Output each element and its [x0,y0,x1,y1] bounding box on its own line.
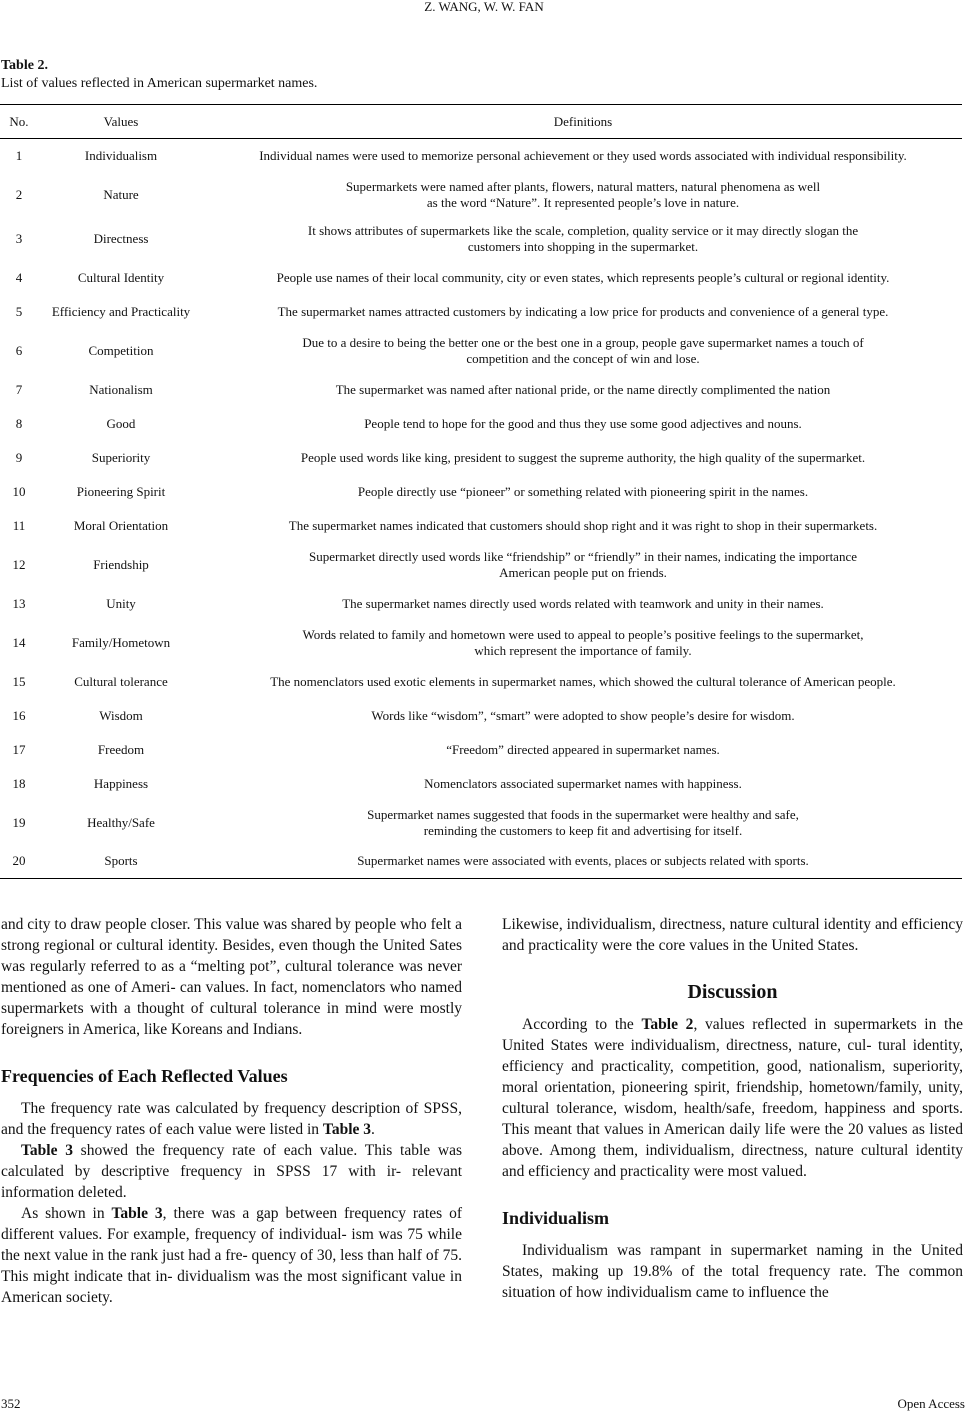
text-run: , values reflected in supermarkets in the United States were individualism, directness, nature, cul- tural identity, efficiency and practicality, competition, good, nationalism, superiority, moral orientation, pioneering spirit, friendship, hometown/family, unity, cultural tolerance, wisdom, health/safe, freedom, happiness and sports. This meant that values in American daily life were the 20 values as listed above. Among them, individualism, directness, nature cultural identity and efficiency and practicality were most valued. [502,1016,963,1180]
row-value: Individualism [84,147,158,163]
row-no: 1 [15,147,23,163]
text-run: showed the frequency rate of each value. This table was calculated by descriptive frequency in SPSS 17 with ir- relevant information deleted. [1,1142,462,1201]
table-row [0,801,962,845]
body-paragraph: Likewise, individualism, directness, nature cultural identity and efficiency and practicality were the core values in the United States. [502,916,963,954]
row-value: Healthy/Safe [87,814,155,830]
row-value: Good [106,415,136,431]
table-row [0,217,962,261]
table-row [0,173,962,217]
body-paragraph [1,1098,462,1140]
row-definition: Words related to family and hometown were used to appeal to people’s positive feelings to the supermarket, which represent the importance of family. [302,626,864,658]
row-definition: Due to a desire to being the better one or the best one in a group, people gave supermarket names a touch of competition and the concept of win and lose. [302,334,864,366]
row-no: 20 [12,853,26,869]
row-no: 17 [12,741,26,757]
row-definition: Supermarket names were associated with events, places or subjects related with sports. [357,853,809,869]
row-no: 3 [15,230,23,246]
row-no: 5 [15,303,23,319]
row-no: 16 [12,707,26,723]
row-no: 11 [12,517,26,533]
row-no: 13 [12,595,26,611]
text-run: , there was a gap between frequency rates of different values. For example, frequency of individual- ism was 75 while the next value in the rank just had a fre- quency of 30, less than half of 75. This might indicate that in- dividualism was the most significant value in American society. [1,1205,462,1306]
row-no: 15 [12,673,26,689]
table-row [0,407,962,441]
row-definition: People directly use “pioneer” or something related with pioneering spirit in the names. [357,483,809,499]
row-definition: Individual names were used to memorize personal achievement or they used words associated with individual responsibility. [259,147,907,163]
body-paragraph: and city to draw people closer. This value was shared by people who felt a strong regional or cultural identity. Besides, even though the United Sates was regularly referred to as a “melting pot”, cultural tolerance was never mentioned as one of Ameri- can values. In fact, nomenclators who named supermarkets with a thought of cultural tolerance in mind were mostly foreigners in America, like Koreans and Indians. [1,916,462,1038]
row-no: 10 [12,483,26,499]
text-run: The frequency rate was calculated by frequency description of SPSS, and the frequency rates of each value were listed in [1,1100,462,1138]
table-ref: Table 3 [21,1142,73,1159]
header-values: Values [103,113,139,129]
row-no: 19 [12,814,26,830]
row-no: 4 [15,269,23,285]
row-definition: People used words like king, president to suggest the supreme authority, the high quality of the supermarket. [300,449,866,465]
table-row [0,139,962,173]
section-heading-individualism: Individualism [502,1208,610,1228]
row-definition: The supermarket names attracted customers by indicating a low price for products and convenience of a general type. [277,303,889,319]
table-row [0,373,962,407]
row-definition: Words like “wisdom”, “smart” were adopted to show people’s desire for wisdom. [371,707,795,723]
row-value: Cultural tolerance [74,673,168,689]
table-ref: Table 2 [641,1016,694,1033]
table-row [0,845,962,879]
table-row [0,733,962,767]
body-paragraph: Individualism was rampant in supermarket naming in the United States, making up 19.8% of the total frequency rate. The common situation of how individualism came to influence the [502,1242,963,1301]
row-value: Cultural Identity [77,269,165,285]
row-definition: The supermarket was named after national pride, or the name directly complimented the nation [335,381,831,397]
table-title: List of values reflected in American supermarket names. [1,76,318,91]
table-ref: Table 3 [322,1121,372,1138]
row-value: Unity [106,595,136,611]
body-paragraph [1,1203,462,1308]
text-run: According to the [522,1016,642,1033]
row-no: 18 [12,775,26,791]
header-definitions: Definitions [553,113,613,129]
table-ref: Table 3 [111,1205,163,1222]
row-value: Sports [104,853,138,869]
body-paragraph [502,1014,963,1182]
row-value: Superiority [91,449,151,465]
header-no: No. [9,113,29,129]
table-row [0,295,962,329]
table-row [0,665,962,699]
row-definition: It shows attributes of supermarkets like the scale, completion, quality service or it may directly slogan the customers into shopping in the supermarket. [307,222,859,254]
journal-footer: Open Access [897,1396,965,1411]
row-definition: “Freedom” directed appeared in supermarket names. [446,741,720,757]
row-definition: The supermarket names indicated that customers should shop right and it was right to shop in their supermarkets. [288,517,878,533]
row-definition: The supermarket names directly used words related with teamwork and unity in their names. [342,595,824,611]
body-paragraph [1,1140,462,1203]
table-label: Table 2. [1,58,48,73]
row-value: Wisdom [99,707,143,723]
text-run: . [371,1121,375,1138]
row-no: 9 [15,449,23,465]
row-value: Nature [103,186,139,202]
row-definition: People use names of their local community, city or even states, which represents people’s cultural or regional identity. [276,269,890,285]
row-value: Nationalism [89,381,153,397]
row-no: 8 [15,415,23,431]
table-row [0,587,962,621]
table-header-row [0,105,962,139]
row-no: 12 [12,556,26,572]
running-head: Z. WANG, W. W. FAN [424,0,544,14]
row-value: Competition [88,342,154,358]
values-table [0,104,962,879]
row-no: 14 [12,634,26,650]
row-value: Friendship [93,556,149,572]
page-number: 352 [1,1396,21,1411]
row-definition: Supermarkets were named after plants, flowers, natural matters, natural phenomena as well as the word “Nature”. It represented people’s love in nature. [345,178,821,210]
row-no: 6 [15,342,23,358]
right-column [502,914,963,1303]
table-row [0,329,962,373]
section-heading-frequencies: Frequencies of Each Reflected Values [1,1066,288,1086]
row-definition: Supermarket names suggested that foods in the supermarket were healthy and safe, reminding the customers to keep fit and advertising for itself. [367,806,799,838]
table-row [0,699,962,733]
row-value: Moral Orientation [73,517,169,533]
row-value: Freedom [97,741,145,757]
row-no: 2 [15,186,23,202]
row-definition: People tend to hope for the good and thus they use some good adjectives and nouns. [364,415,802,431]
table-row [0,621,962,665]
table-row [0,543,962,587]
row-definition: Nomenclators associated supermarket names with happiness. [424,775,742,791]
table-row [0,767,962,801]
table-row [0,261,962,295]
row-no: 7 [15,381,23,397]
row-value: Pioneering Spirit [76,483,166,499]
left-column [1,914,462,1308]
text-run: As shown in [21,1205,112,1222]
table-row [0,509,962,543]
row-value: Happiness [93,775,149,791]
table-row [0,441,962,475]
section-heading-discussion: Discussion [687,981,778,1003]
row-definition: Supermarket directly used words like “friendship” or “friendly” in their names, indicating the importance American people put on friends. [309,548,857,580]
row-value: Efficiency and Practicality [51,303,191,319]
table-caption [1,57,317,93]
row-definition: The nomenclators used exotic elements in supermarket names, which showed the cultural tolerance of American people. [270,673,896,689]
row-value: Directness [93,230,149,246]
row-value: Family/Hometown [71,634,171,650]
table-row [0,475,962,509]
